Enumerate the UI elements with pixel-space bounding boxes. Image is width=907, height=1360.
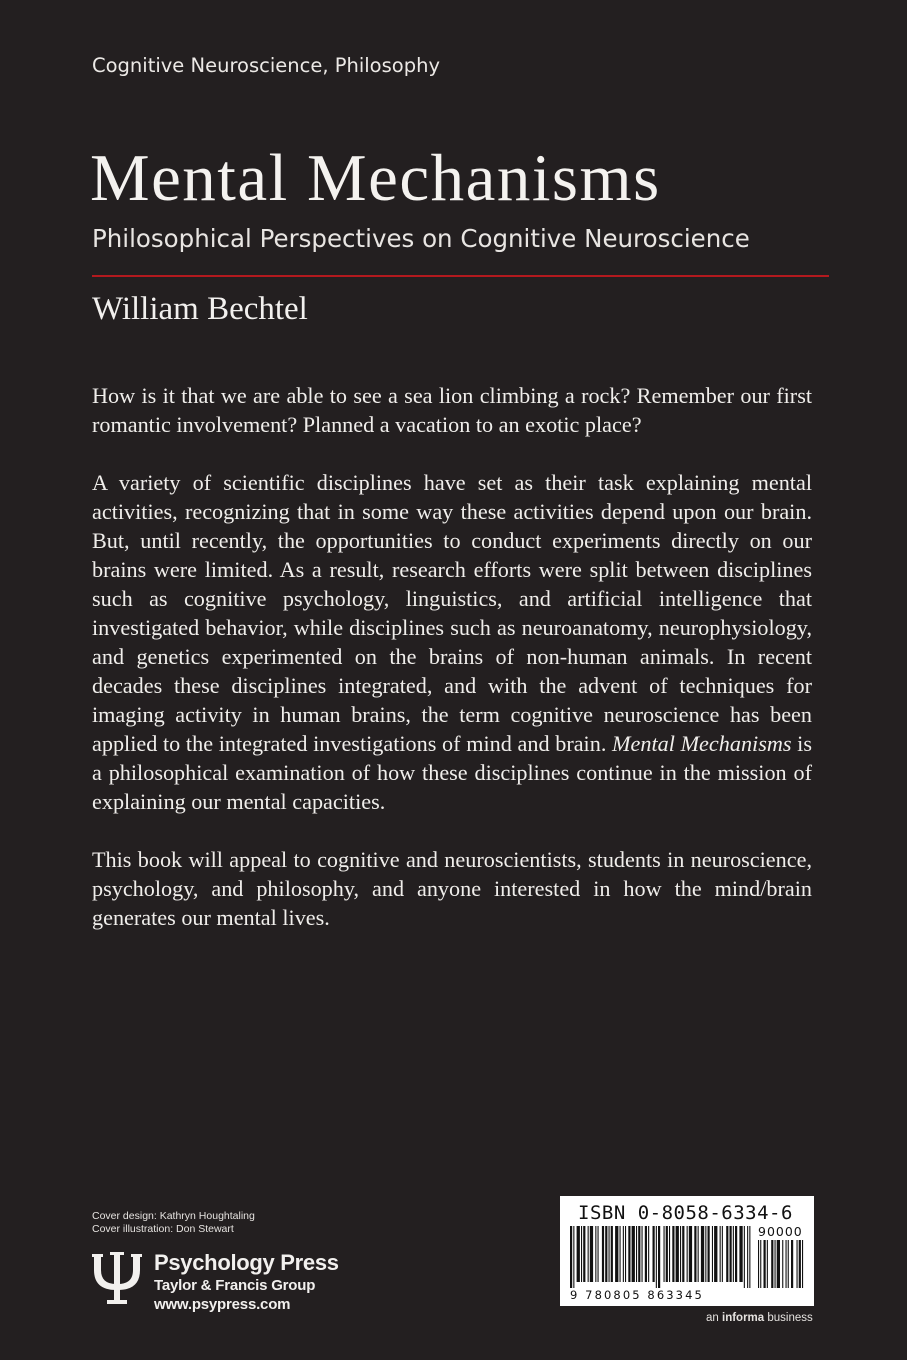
barcode-bar (680, 1226, 681, 1282)
price-code: 90000 (758, 1224, 803, 1239)
cover-design-credit: Cover design: Kathryn Houghtaling (92, 1210, 255, 1222)
barcode-bar (735, 1226, 737, 1282)
addon-bar (786, 1240, 787, 1288)
barcode-bar (645, 1226, 647, 1282)
addon-bar (788, 1240, 789, 1288)
barcode-bar (669, 1226, 670, 1282)
barcode-bar (666, 1226, 668, 1282)
psi-icon (92, 1250, 142, 1306)
barcode-bar (573, 1226, 574, 1288)
barcode-bar (638, 1226, 640, 1282)
blurb-paragraph-2-start: A variety of scientific disciplines have set as their task explaining mental activities, recognizing that in some way these activities depend upon our brain. But, until recently, the opportunities to conduct experiments directly on our brains were limited. As a result, research efforts were split between disciplines such as cognitive psychology, linguistics, and artificial intelligence that investigated behavior, while disciplines such as neuroanatomy, neurophysiology, and genetics experimented on the brains of non-human animals. In recent decades these disciplines integrated, and with the advent of techniques for imaging activity in human brains, the term cognitive neuroscience has been applied to the integrated investigations of mind and brain. (92, 470, 812, 756)
blurb-paragraph-3: This book will appeal to cognitive and neuroscientists, students in neuroscience, psychology, and philosophy, and anyone interested in how the mind/brain generates our mental lives. (92, 847, 812, 930)
barcode-bar (609, 1226, 610, 1282)
addon-bar (799, 1240, 801, 1288)
barcode-bar (615, 1226, 618, 1282)
barcode-bar (658, 1226, 660, 1288)
barcode-bar (581, 1226, 582, 1282)
addon-bar (760, 1240, 761, 1288)
barcode-bar (676, 1226, 679, 1282)
barcode-bar (570, 1226, 572, 1288)
barcode-bar (628, 1226, 630, 1282)
ean-number: 9 780805 863345 (570, 1288, 704, 1302)
barcode-bar (694, 1226, 696, 1282)
author-name: William Bechtel (92, 291, 308, 327)
barcode-bar (698, 1226, 699, 1282)
publisher-block (92, 1250, 339, 1314)
blurb-paragraph-2-end: is a philosophical examination of how these disciplines continue in the mission of explaining our mental capacities. (92, 731, 812, 814)
barcode-bar (653, 1226, 655, 1282)
publisher-group: Taylor & Francis Group (154, 1277, 316, 1294)
addon-bar (771, 1240, 773, 1288)
barcode-bar (726, 1226, 728, 1282)
informa-prefix: an (706, 1312, 722, 1324)
barcode-bar (588, 1226, 589, 1282)
barcode-bar (642, 1226, 643, 1282)
title-divider (92, 275, 829, 277)
barcode-bar (714, 1226, 717, 1282)
addon-bar (767, 1240, 768, 1288)
cover-illustration-credit: Cover illustration: Don Stewart (92, 1223, 234, 1235)
addon-bar (782, 1240, 783, 1288)
barcode-bar (590, 1226, 593, 1282)
barcode-bar (733, 1226, 734, 1282)
blurb (92, 381, 812, 961)
barcode-bar (648, 1226, 649, 1282)
subject-category: Cognitive Neuroscience, Philosophy (92, 54, 440, 77)
barcode-bar (708, 1226, 710, 1282)
barcode-bar (682, 1226, 684, 1282)
informa-suffix: business (764, 1312, 813, 1324)
book-subtitle: Philosophical Perspectives on Cognitive Neuroscience (92, 224, 750, 253)
barcode-bar (611, 1226, 613, 1282)
addon-bar (758, 1240, 759, 1288)
barcode-bar (747, 1226, 748, 1288)
barcode-bar (701, 1226, 704, 1282)
informa-brand: informa (722, 1312, 765, 1324)
barcode-bar (744, 1226, 745, 1288)
publisher-url: www.psypress.com (154, 1296, 291, 1313)
barcode-bar (712, 1226, 713, 1282)
addon-bar (791, 1240, 793, 1288)
barcode-bar (583, 1226, 585, 1282)
barcode-bar (672, 1226, 674, 1282)
barcode-bar (749, 1226, 750, 1288)
barcode-bar (623, 1226, 624, 1282)
barcode-bar (730, 1226, 732, 1282)
barcode-bar (602, 1226, 604, 1282)
barcode-bar (620, 1226, 621, 1282)
blurb-paragraph-1: How is it that we are able to see a sea lion climbing a rock? Remember our first romantic involvement? Planned a vacation to an exotic place? (92, 383, 812, 437)
informa-business-tagline (706, 1312, 813, 1324)
addon-bar (764, 1240, 766, 1288)
barcode-bar (632, 1226, 635, 1282)
isbn-barcode (560, 1196, 814, 1306)
barcode-bar (577, 1226, 580, 1282)
addon-bar (802, 1240, 803, 1288)
barcode-bar (636, 1226, 637, 1282)
barcode-bar (722, 1226, 723, 1282)
book-title: Mental Mechanisms (90, 141, 661, 215)
barcode-bar (720, 1226, 721, 1282)
isbn-number: ISBN 0-8058-6334-6 (578, 1202, 793, 1224)
blurb-italic-title: Mental Mechanisms (612, 731, 792, 756)
barcode-bar (689, 1226, 692, 1282)
addon-bar (777, 1240, 780, 1288)
publisher-name: Psychology Press (154, 1250, 339, 1275)
barcode-bar (595, 1226, 596, 1282)
barcode-bar (598, 1226, 599, 1282)
barcode-bar (687, 1226, 688, 1282)
barcode-bar (705, 1226, 706, 1282)
addon-bar (775, 1240, 776, 1288)
barcode-bar (605, 1226, 607, 1282)
barcode-bar (656, 1226, 657, 1288)
blurb-paragraph-2 (92, 468, 812, 816)
barcode-bar (625, 1226, 626, 1282)
barcode-bar (739, 1226, 742, 1282)
addon-bar (797, 1240, 798, 1288)
barcode-bar (664, 1226, 665, 1282)
cover-credits (92, 1210, 255, 1236)
